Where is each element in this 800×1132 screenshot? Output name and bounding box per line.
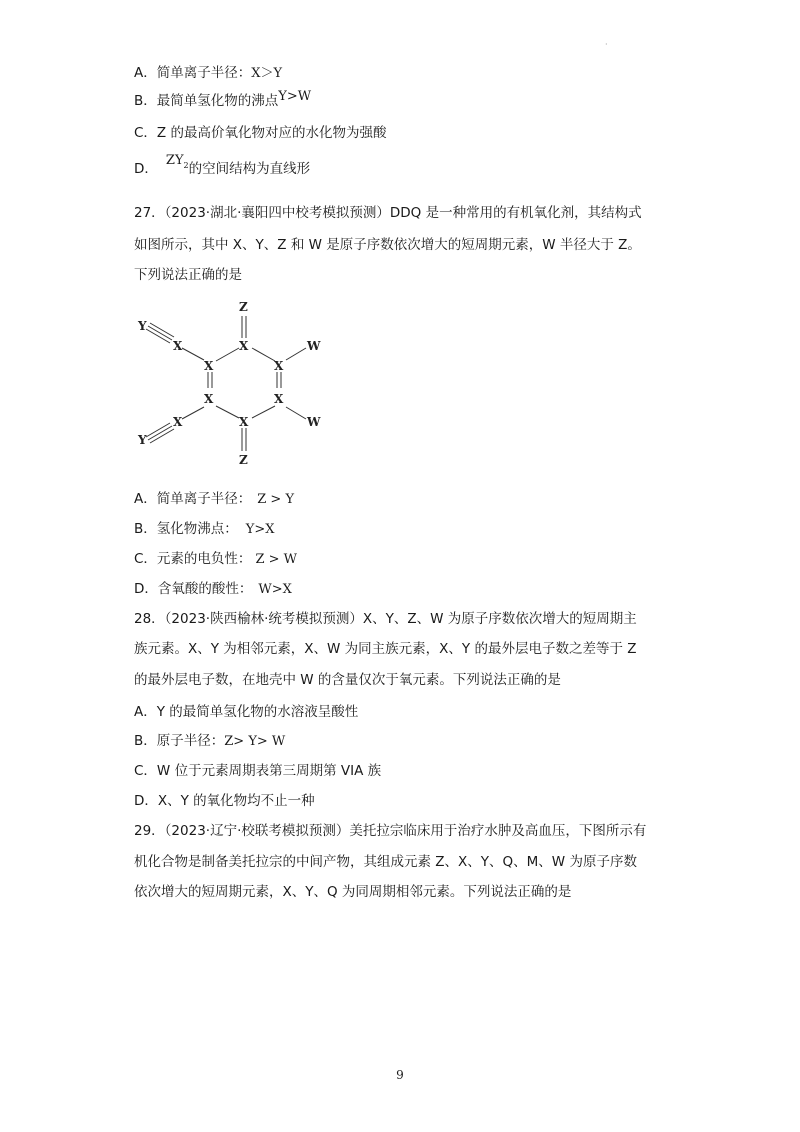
q27-option-a-label: A．简单离子半径：: [134, 491, 252, 507]
atom-x-lower-left: X: [204, 392, 214, 406]
q26-option-d-label: D．: [134, 161, 158, 177]
q28-stem-line2: 族元素。X、Y 为相邻元素，X、W 为同主族元素，X、Y 的最外层电子数之差等于 Z: [134, 641, 637, 657]
q26-option-b: [134, 89, 312, 111]
page-number: 9: [396, 1068, 404, 1082]
q26-option-a: [134, 64, 282, 83]
q27-option-d-expr: W>X: [258, 582, 292, 597]
q27-option-a: [134, 490, 294, 509]
q29-stem-line2: 机化合物是制备美托拉宗的中间产物，其组成元素 Z、X、Y、Q、M、W 为原子序数: [134, 854, 637, 870]
atom-x-top: X: [239, 339, 249, 353]
q26-formula-subscript: 2: [183, 161, 189, 170]
atom-x-left-top-cn: X: [173, 339, 183, 353]
q29-stem-line1: 29．（2023·辽宁·校联考模拟预测）美托拉宗临床用于治疗水肿及高血压，下图所示有: [134, 823, 647, 839]
q27-option-c-expr: Z > W: [255, 552, 297, 567]
q27-stem-line1: 27．（2023·湖北·襄阳四中校考模拟预测）DDQ 是一种常用的有机氧化剂，其结构式: [134, 205, 642, 221]
q27-option-b: [134, 520, 275, 539]
atom-y-top: Y: [138, 319, 147, 333]
q28-stem-line3: 的最外层电子数，在地壳中 W 的含量仅次于氧元素。下列说法正确的是: [134, 672, 561, 688]
atom-labels: [137, 300, 321, 467]
q26-option-c: C．Z 的最高价氧化物对应的水化物为强酸: [134, 125, 387, 141]
q28-option-d: D．X、Y 的氧化物均不止一种: [134, 793, 315, 809]
ddq-structure-diagram: [134, 296, 334, 476]
q26-option-d-text: 的空间结构为直线形: [188, 161, 311, 177]
atom-x-upper-left: X: [204, 359, 214, 373]
q28-stem-line1: 28．（2023·陕西榆林·统考模拟预测）X、Y、Z、W 为原子序数依次增大的短周期主: [134, 611, 637, 627]
q27-stem-line2: 如图所示，其中 X、Y、Z 和 W 是原子序数依次增大的短周期元素，W 半径大于 Z。: [134, 237, 641, 253]
q26-option-d-formula: [166, 153, 189, 168]
page-dot: ·: [605, 40, 608, 49]
q27-option-d-label: D．含氧酸的酸性：: [134, 581, 253, 597]
atom-x-left-bottom-cn: X: [173, 415, 183, 429]
q27-stem-line3: 下列说法正确的是: [134, 267, 242, 283]
atom-x-lower-right: X: [274, 392, 284, 406]
q26-option-b-expr: Y>W: [278, 89, 312, 104]
q29-stem-line3: 依次增大的短周期元素，X、Y、Q 为同周期相邻元素。下列说法正确的是: [134, 884, 572, 900]
q26-formula-main: ZY: [165, 153, 184, 168]
atom-x-upper-right: X: [274, 359, 284, 373]
q27-option-b-expr: Y>X: [245, 522, 275, 537]
q27-option-b-label: B．氢化物沸点：: [134, 521, 238, 537]
q26-option-a-label: A．简单离子半径：: [134, 65, 252, 81]
q28-option-b-expr: Z> Y> W: [224, 734, 286, 749]
q26-option-a-expr: X＞Y: [251, 66, 283, 81]
q28-option-b-label: B．原子半径：: [134, 733, 225, 749]
atom-x-bottom: X: [239, 415, 249, 429]
bond-lines: [146, 316, 306, 451]
q27-option-d: [134, 580, 292, 599]
atom-z-top: Z: [239, 300, 248, 314]
q27-option-c: [134, 550, 297, 569]
q28-option-c: C．W 位于元素周期表第三周期第 VIA 族: [134, 763, 382, 779]
atom-w-top: W: [307, 339, 321, 353]
atom-y-bottom: Y: [138, 433, 147, 447]
q26-option-d: [134, 153, 311, 180]
q26-option-b-label: B．最简单氢化物的沸点: [134, 93, 279, 109]
atom-w-bottom: W: [307, 415, 321, 429]
q27-option-a-expr: Z > Y: [257, 492, 295, 507]
q28-option-b: [134, 732, 285, 751]
q27-option-c-label: C．元素的电负性：: [134, 551, 252, 567]
atom-z-bottom: Z: [239, 453, 248, 467]
q28-option-a: A．Y 的最简单氢化物的水溶液呈酸性: [134, 704, 359, 720]
